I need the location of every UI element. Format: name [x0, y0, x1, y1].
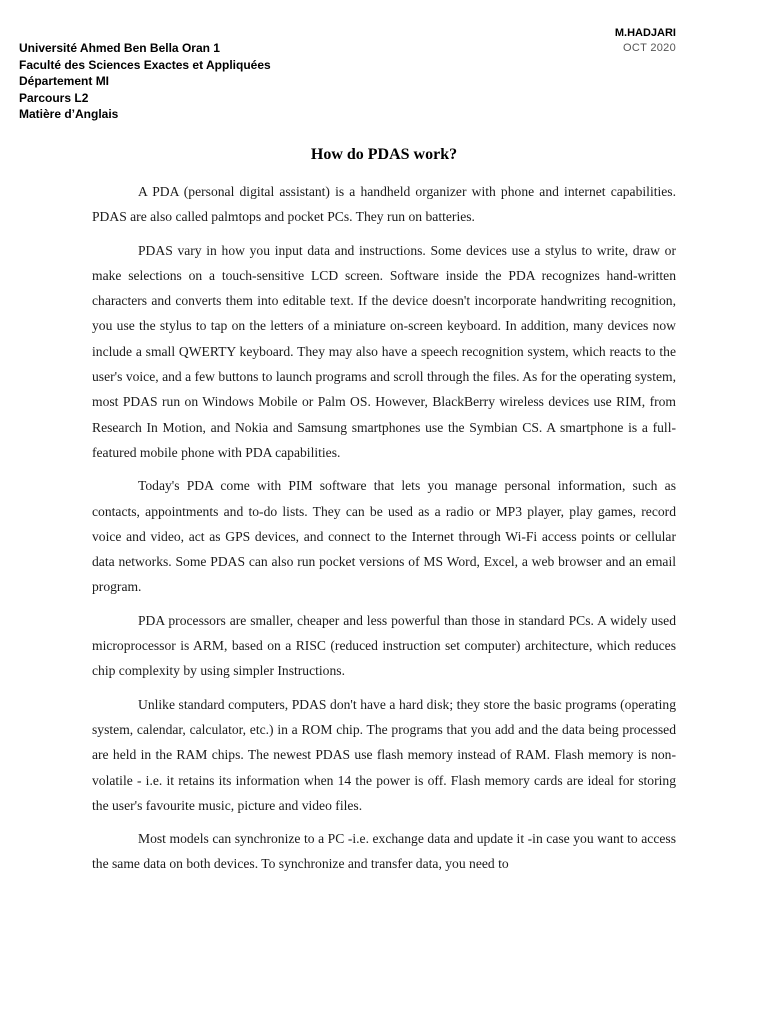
subject-name: Matière d’Anglais	[19, 107, 119, 121]
paragraph: PDAS vary in how you input data and instructions. Some devices use a stylus to write, draw or make selections on a touch-sensitive LCD screen. Software inside the PDA recognizes hand-written characters and converts them into editable text. If the device doesn't incorporate handwriting recognition, you use the stylus to tap on the letters of a miniature on-screen keyboard. In addition, many devices now include a small QWERTY keyboard. They may also have a speech recognition system, which reacts to the user's voice, and a few buttons to launch programs and scroll through the files. As for the operating system, most PDAS run on Windows Mobile or Palm OS. However, BlackBerry wireless devices use RIM, from Research In Motion, and Nokia and Samsung smartphones use the Symbian CS. A smartphone is a full- featured mobile phone with PDA capabilities.	[92, 242, 676, 460]
university-name: Université Ahmed Ben Bella Oran 1	[19, 41, 220, 55]
affiliation-block	[19, 40, 271, 123]
paragraph: Today's PDA come with PIM software that lets you manage personal information, such as contacts, appointments and to-do lists. They can be used as a radio or MP3 player, play games, record voice and video, act as GPS devices, and connect to the Internet through Wi-Fi access points or cellular data networks. Some PDAS can also run pocket versions of MS Word, Excel, a web browser and an email program.	[92, 478, 676, 595]
document-title: How do PDAS work?	[310, 146, 458, 163]
faculty-name: Faculté des Sciences Exactes et Appliquées	[19, 57, 271, 72]
paragraph: Unlike standard computers, PDAS don't have a hard disk; they store the basic programs (operating system, calendar, calculator, etc.) in a ROM chip. The programs that you add and the data being processed are held in the RAM chips. The newest PDAS use flash memory instead of RAM. Flash memory is non-volatile - i.e. it retains its information when 14 the power is off. Flash memory cards are ideal for storing the user's favourite music, picture and video files.	[92, 696, 676, 813]
author-block	[615, 26, 676, 56]
document-date: OCT 2020	[623, 42, 676, 54]
paragraph: PDA processors are smaller, cheaper and less powerful than those in standard PCs. A widely used microprocessor is ARM, based on a RISC (reduced instruction set computer) architecture, which reduces chip complexity by using simpler Instructions.	[92, 612, 676, 679]
paragraph: Most models can synchronize to a PC -i.e. exchange data and update it -in case you want to access the same data on both devices. To synchronize and transfer data, you need to	[92, 831, 676, 872]
department-name: Département MI	[19, 74, 110, 88]
author-name: M.HADJARI	[614, 27, 676, 39]
course-track: Parcours L2	[19, 90, 89, 105]
document-body	[92, 179, 676, 885]
paragraph: A PDA (personal digital assistant) is a handheld organizer with phone and internet capabilities. PDAS are also called palmtops and pocket PCs. They run on batteries.	[92, 184, 676, 225]
